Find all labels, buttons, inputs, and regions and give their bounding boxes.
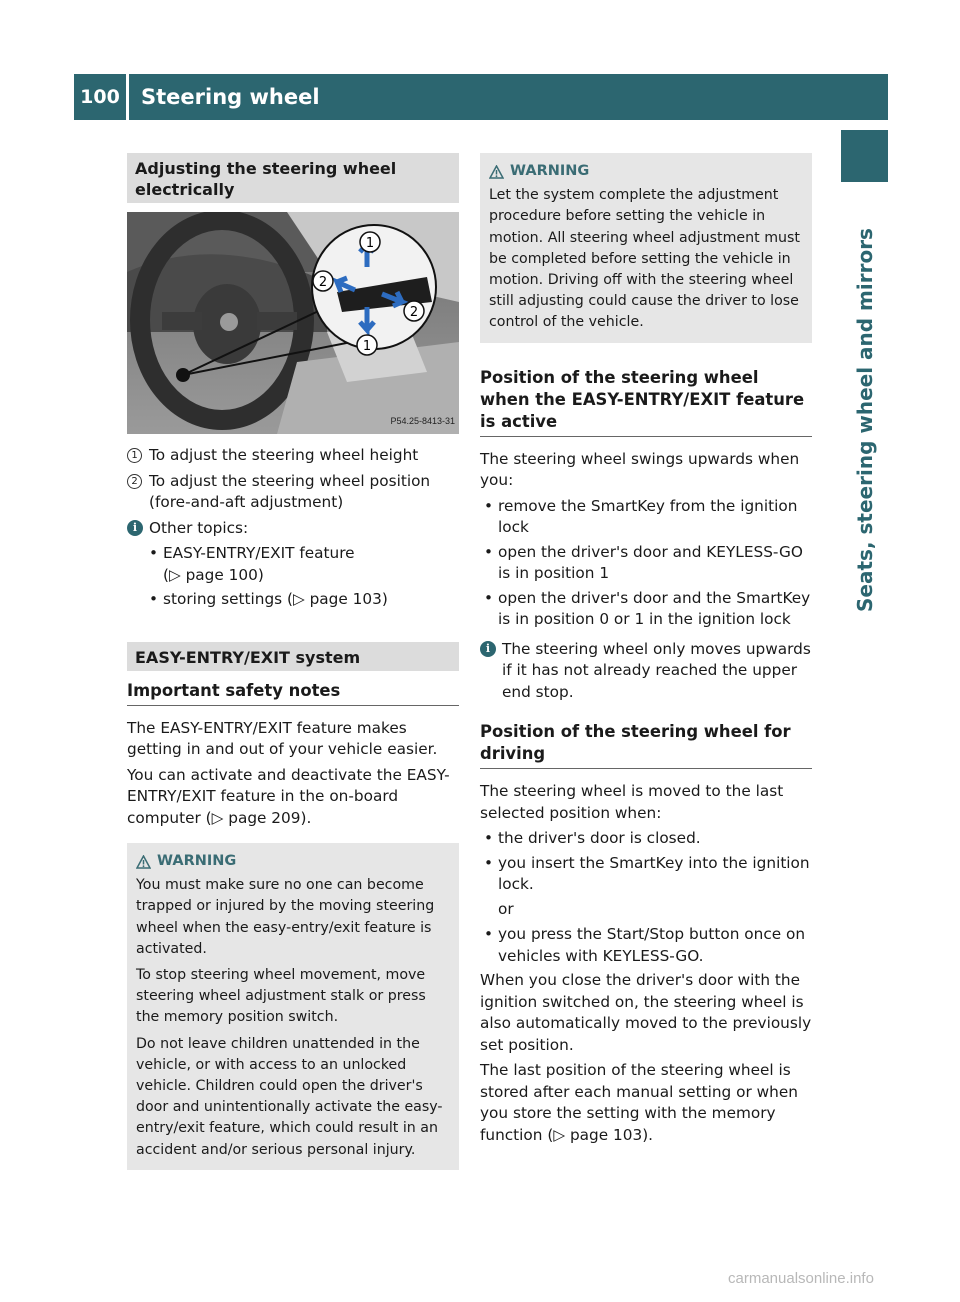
section-title-adjusting: Adjusting the steering wheel electrically xyxy=(127,153,459,203)
subhead-easy-entry-active: Position of the steering wheel when the EASY-ENTRY/EXIT feature is active xyxy=(480,367,812,437)
other-topics-list xyxy=(127,543,459,611)
info-icon: i xyxy=(480,641,496,657)
callout-number: 1 xyxy=(127,448,142,463)
steering-wheel-photo xyxy=(127,212,459,434)
callout-text: To adjust the steering wheel height xyxy=(149,446,419,464)
list-item: • open the driver's door and the SmartKey is in position 0 or 1 in the ignition lock xyxy=(484,588,811,629)
driving-position-list xyxy=(480,828,812,896)
warning-paragraph: Let the system complete the adjustment procedure before setting the vehicle in motion. All steering wheel adjustment must be completed before setting the vehicle in motion. Driving off with the steering wheel still adjusting could cause the driver to lose control of the vehicle. xyxy=(489,187,800,331)
list-item: • you insert the SmartKey into the ignition lock. xyxy=(484,853,810,894)
warning-title: WARNING xyxy=(157,853,237,869)
list-item: • the driver's door is closed. xyxy=(484,829,701,848)
list-item: • you press the Start/Stop button once on vehicles with KEYLESS-GO. xyxy=(484,925,806,965)
info-note xyxy=(480,639,812,704)
info-text: The steering wheel only moves upwards if it has not already reached the upper end stop. xyxy=(502,639,811,701)
paragraph: When you close the driver's door with the ignition switched on, the steering wheel is also automatically moved to the previously set position. xyxy=(480,971,812,1054)
callout-2-left: 2 xyxy=(318,275,328,290)
paragraph: The EASY-ENTRY/EXIT feature makes getting in and out of your vehicle easier. xyxy=(127,718,438,758)
warning-triangle-icon xyxy=(136,855,151,869)
callout-item xyxy=(127,445,459,467)
warning-triangle-icon xyxy=(489,165,504,179)
watermark: carmanualsonline.info xyxy=(728,1270,874,1287)
list-item: • remove the SmartKey from the ignition lock xyxy=(484,496,798,537)
info-note xyxy=(127,518,459,540)
info-intro: Other topics: xyxy=(149,518,249,537)
list-item[interactable]: • EASY-ENTRY/EXIT feature (▷ page 100) xyxy=(149,544,355,584)
chapter-tab xyxy=(841,130,888,182)
callout-item xyxy=(127,471,459,514)
driving-position-list-2 xyxy=(480,924,812,967)
left-column xyxy=(127,153,459,1170)
warning-paragraph: You must make sure no one can become trapped or injured by the moving steering wheel when the easy-entry/exit feature is activated. xyxy=(136,877,435,957)
callout-text: To adjust the steering wheel position (fore-and-aft adjustment) xyxy=(149,471,431,511)
info-icon: i xyxy=(127,520,143,536)
chapter-label: Seats, steering wheel and mirrors xyxy=(853,228,877,612)
steering-wheel-illustration xyxy=(127,212,459,434)
callout-1-top: 1 xyxy=(365,236,375,251)
subhead-safety-notes: Important safety notes xyxy=(127,680,459,706)
page-title: Steering wheel xyxy=(141,85,320,109)
subhead-driving-position: Position of the steering wheel for driving xyxy=(480,721,812,769)
warning-paragraph: To stop steering wheel movement, move steering wheel adjustment stalk or press the memory position switch. xyxy=(136,967,426,1026)
warning-box xyxy=(127,843,459,1170)
callout-1-bottom: 1 xyxy=(362,339,372,354)
warning-paragraph: Do not leave children unattended in the vehicle, or with access to an unlocked vehicle. Children could open the driver's door and unintentionally activate the easy-entry/exit feature, which could result in an accident and/or serious personal injury. xyxy=(136,1035,443,1158)
page-number: 100 xyxy=(80,86,120,108)
warning-box xyxy=(480,153,812,343)
list-item: • open the driver's door and KEYLESS-GO is in position 1 xyxy=(484,542,803,583)
callout-2-right: 2 xyxy=(409,305,419,320)
paragraph: You can activate and deactivate the EASY-ENTRY/EXIT feature in the on-board computer (▷ page 209). xyxy=(127,765,450,827)
section-title-easy-entry: EASY-ENTRY/EXIT system xyxy=(127,642,459,671)
swing-up-conditions-list xyxy=(480,496,812,631)
list-item[interactable]: • storing settings (▷ page 103) xyxy=(149,590,388,608)
right-column xyxy=(480,153,812,1150)
paragraph: The steering wheel is moved to the last selected position when: xyxy=(480,782,784,822)
callout-number: 2 xyxy=(127,474,142,489)
page-header xyxy=(74,74,888,120)
warning-title: WARNING xyxy=(510,163,590,179)
or-label: or xyxy=(498,899,514,918)
figure-code: P54.25-8413-31 xyxy=(390,415,455,426)
paragraph: The steering wheel swings upwards when you: xyxy=(480,449,800,490)
paragraph: The last position of the steering wheel is stored after each manual setting or when you store the setting with the memory function (▷ page 103). xyxy=(480,1061,798,1144)
